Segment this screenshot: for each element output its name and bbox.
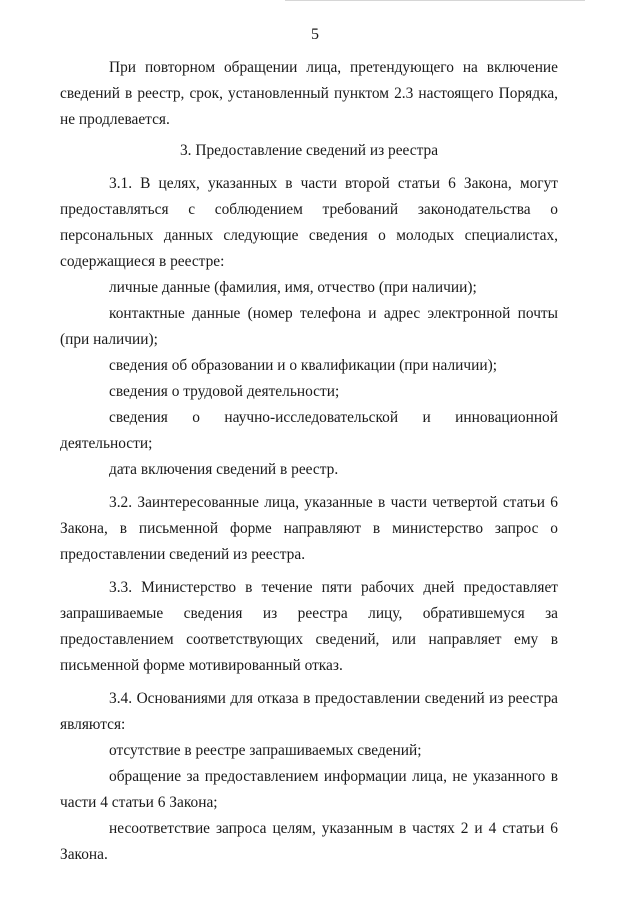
list-item-unauthorized-person: обращение за предоставлением информации лица, не указанного в части 4 статьи 6 Закона; (60, 768, 558, 811)
paragraph-repeat-request: При повторном обращении лица, претендующего на включение сведений в реестр, срок, установленный пунктом 2.3 настоящего Порядка, не продлевается. (60, 59, 558, 128)
list-item-contact-data: контактные данные (номер телефона и адрес электронной почты (при наличии); (60, 305, 558, 348)
paragraph-3-4: 3.4. Основаниями для отказа в предоставлении сведений из реестра являются: (60, 690, 558, 733)
paragraph-3-3: 3.3. Министерство в течение пяти рабочих дней предоставляет запрашиваемые сведения из реестра лицу, обратившемуся за предоставлением соответствующих сведений, или направляет ему в письменной форме мотивированный отказ. (60, 579, 558, 674)
list-item-education: сведения об образовании и о квалификации (при наличии); (109, 357, 498, 374)
scan-top-edge (285, 0, 585, 1)
list-item-no-data: отсутствие в реестре запрашиваемых сведений; (109, 742, 422, 759)
page-number: 5 (311, 26, 319, 43)
list-item-personal-data: личные данные (фамилия, имя, отчество (при наличии); (109, 279, 477, 296)
list-item-research: сведения о научно-исследовательской и инновационной деятельности; (60, 409, 558, 452)
list-item-inclusion-date: дата включения сведений в реестр. (109, 461, 339, 478)
document-body (60, 55, 558, 868)
list-item-employment: сведения о трудовой деятельности; (109, 383, 340, 400)
list-item-purpose-mismatch: несоответствие запроса целям, указанным в частях 2 и 4 статьи 6 Закона. (60, 820, 558, 863)
section-heading: 3. Предоставление сведений из реестра (179, 142, 439, 159)
paragraph-3-1: 3.1. В целях, указанных в части второй статьи 6 Закона, могут предоставляться с соблюдением требований законодательства о персональных данных следующие сведения о молодых специалистах, содержащиеся в реестре: (60, 175, 558, 270)
paragraph-3-2: 3.2. Заинтересованные лица, указанные в части четвертой статьи 6 Закона, в письменной форме направляют в министерство запрос о предоставлении сведений из реестра. (60, 494, 558, 563)
